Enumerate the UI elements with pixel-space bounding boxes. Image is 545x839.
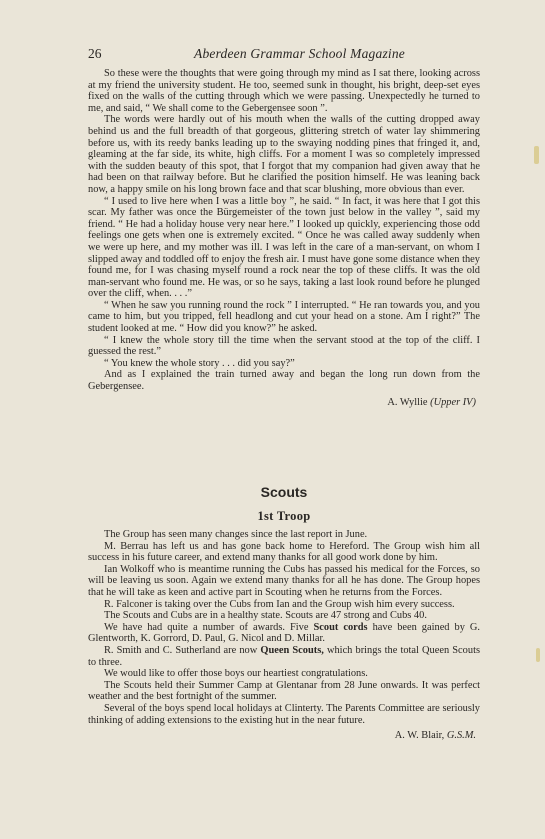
queen-scouts-text: R. Smith and C. Sutherland are now (104, 644, 261, 656)
scouts-paragraph: R. Falconer is taking over the Cubs from Ian and the Group wish him every success. (104, 598, 455, 610)
section-title: Scouts (260, 484, 308, 500)
queen-scouts-emphasis: Queen Scouts, (260, 644, 324, 656)
queen-scouts-total: which brings the total Queen Scouts to three. (88, 644, 480, 668)
scouts-paragraph: The Scouts and Cubs are in a healthy state. Scouts are 47 strong and Cubs 40. (104, 610, 427, 622)
scouts-paragraph: We would like to offer those boys our heartiest congratulations. (104, 668, 368, 680)
story-paragraph: “ I knew the whole story till the time when the servant stood at the top of the cliff. I guessed the rest.” (88, 334, 480, 358)
story-author (88, 397, 480, 409)
story-text (88, 68, 480, 409)
awards-text: We have had quite a number of awards. Five (104, 621, 314, 633)
signature-role: G.S.M. (446, 730, 476, 742)
story-paragraph: The words were hardly out of his mouth when the walls of the cutting dropped away behind us and the full breadth of that gorgeous, glittering stretch of water lay shimmering before us, with its reedy banks leading up to the swaying nodding pines that fringed it, and, gleaming at the far side, its white, high cliffs. For a moment I was so completely impressed with the sudden beauty of this spot, that I forgot that my companion had given away that he had been on that railway before. But he clarified the position himself. He was leaning back now, a happy smile on his long brown face and that scar blushing, more obvious than ever. (88, 114, 480, 195)
scouts-text (88, 529, 480, 742)
scouts-paragraph: The Scouts held their Summer Camp at Glentanar from 28 June onwards. It was perfect weather and the best fortnight of the summer. (88, 679, 480, 703)
story-paragraph: “ When he saw you running round the rock ” I interrupted. “ He ran towards you, and you came to him, but you tripped, fell headlong and cut your head on a stone. Am I right?” The student looked at me. “ How did you know?” he asked. (88, 299, 480, 335)
page-number: 26 (88, 46, 102, 61)
scouts-paragraph (88, 622, 480, 645)
story-paragraph: And as I explained the train turned away and began the long run down from the Gebergensee. (88, 369, 480, 393)
scouts-signature (88, 730, 480, 742)
author-name: A. Wyllie (387, 396, 428, 408)
story-paragraph: “ I used to live here when I was a little boy ”, he said. “ In fact, it was here that I got this scar. My father was once the Bürgemeister of the town just below in the valley ”, said my friend. “ He had a holiday house very near here.” I looked up quickly, experiencing those odd feelings one gets when one is extremely excited. “ Once he was called away suddenly when we were up here, and my mother was ill. I was left in the care of a man-servant, on whom I slipped away and toddled off to enjoy the fresh air. I must have gone some distance when they found me, for I was chasing myself round a rock near the top of these cliffs. It was the old man-servant who found me. He was, or so he says, taking a last look round before he plunged over the cliff, when. . . .” (88, 195, 480, 300)
scouts-paragraph: M. Berrau has left us and has gone back home to Hereford. The Group wish him all success in his future career, and extend many thanks for all good work done by him. (88, 540, 480, 564)
section-subtitle: 1st Troop (257, 509, 311, 523)
story-paragraph: “ You knew the whole story . . . did you say?” (104, 357, 295, 369)
author-form: (Upper IV) (430, 396, 476, 408)
story-paragraph: So these were the thoughts that were going through my mind as I sat there, looking across at my friend the university student. He too, seemed sunk in thought, his bright, deep-set eyes fixed on the walls of the cutting through which we were passing. Unexpectedly he turned to me, and said, “ We shall come to the Gebergensee soon ”. (88, 68, 480, 114)
scouts-paragraph (88, 645, 480, 668)
scouts-paragraph: Several of the boys spend local holidays at Clinterty. The Parents Committee are seriously thinking of adding extensions to the existing hut in the near future. (88, 702, 480, 726)
page-edge-mark (534, 146, 539, 164)
awards-names: have been gained by G. Glentworth, K. Gorrord, D. Paul, G. Nicol and D. Millar. (88, 621, 480, 645)
signature-name: A. W. Blair, (394, 730, 445, 742)
page-edge-mark (536, 648, 540, 662)
scouts-paragraph: Ian Wolkoff who is meantime running the Cubs has passed his medical for the Forces, so will be leaving us soon. Again we extend many thanks for all he has done. The Group hopes that he will take as keen and active part in Scouting when he returns from the Forces. (88, 563, 480, 598)
scouts-paragraph: The Group has seen many changes since the last report in June. (104, 529, 368, 540)
page-header (88, 46, 480, 64)
running-title: Aberdeen Grammar School Magazine (194, 46, 405, 61)
scout-cords-emphasis: Scout cords (313, 621, 368, 633)
